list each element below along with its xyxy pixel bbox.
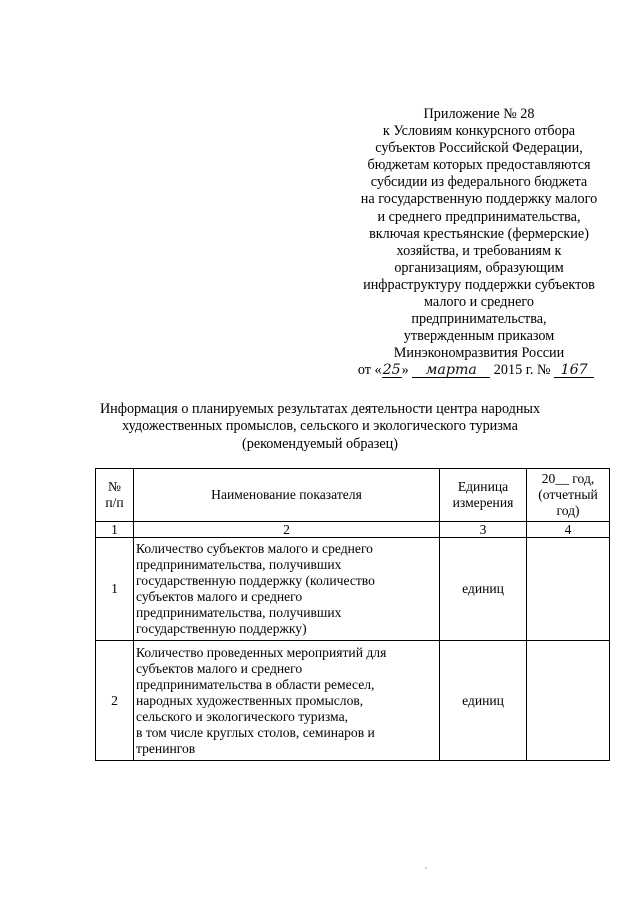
appendix-header — [340, 106, 618, 380]
column-index: 1 — [96, 522, 134, 538]
appendix-line: хозяйства, и требованиям к — [396, 242, 562, 259]
appendix-line: субъектов Российской Федерации, — [375, 140, 583, 157]
column-index-row — [96, 522, 610, 538]
order-mid: » — [401, 362, 409, 379]
scan-speck — [425, 867, 427, 869]
appendix-line: организациям, образующим — [394, 259, 564, 276]
column-index: 3 — [440, 522, 527, 538]
order-year: 2015 г. № — [493, 362, 551, 379]
table-row — [96, 538, 610, 641]
document-title — [60, 401, 580, 453]
appendix-line: малого и среднего — [424, 294, 534, 311]
column-index: 2 — [134, 522, 440, 538]
header-unit: Единица измерения — [440, 469, 527, 522]
column-index: 4 — [527, 522, 610, 538]
order-month-handwritten: марта — [412, 363, 490, 378]
appendix-line: включая крестьянские (фермерские) — [369, 225, 589, 242]
row-number: 1 — [96, 538, 134, 641]
indicators-table — [95, 468, 610, 761]
indicator-name: Количество субъектов малого и среднего предпринимательства, получивших государственную поддержку (количество субъектов малого и среднего предпринимательства, получивших государственную поддержку) — [134, 538, 440, 641]
appendix-line: и среднего предпринимательства, — [377, 208, 581, 225]
header-year: 20__ год, (отчетный год) — [527, 469, 610, 522]
indicator-unit: единиц — [440, 538, 527, 641]
appendix-line: предпринимательства, — [411, 311, 547, 328]
appendix-line: бюджетам которых предоставляются — [367, 157, 591, 174]
order-prefix: от « — [357, 362, 382, 379]
header-indicator-name: Наименование показателя — [134, 469, 440, 522]
appendix-line: на государственную поддержку малого — [360, 191, 598, 208]
indicator-value — [527, 538, 610, 641]
title-line: (рекомендуемый образец) — [242, 435, 398, 452]
row-number: 2 — [96, 641, 134, 761]
indicator-name: Количество проведенных мероприятий для субъектов малого и среднего предпринимательства в области ремесел, народных художественных промыслов, сельского и экологического туризма, в том числе круглых столов, семинаров и тренингов — [134, 641, 440, 761]
indicator-unit: единиц — [440, 641, 527, 761]
title-line: художественных промыслов, сельского и экологического туризма — [122, 418, 518, 435]
appendix-line: инфраструктуру поддержки субъектов — [363, 276, 595, 293]
indicator-value — [527, 641, 610, 761]
appendix-line: субсидии из федерального бюджета — [370, 174, 588, 191]
appendix-line: утвержденным приказом — [403, 328, 555, 345]
order-date-line — [334, 362, 618, 379]
order-number-handwritten: 167 — [554, 363, 594, 378]
header-num: № п/п — [96, 469, 134, 522]
appendix-line: к Условиям конкурсного отбора — [382, 123, 576, 140]
order-day-handwritten: 25 — [382, 362, 401, 379]
table-row — [96, 641, 610, 761]
title-line: Информация о планируемых результатах деятельности центра народных — [99, 401, 541, 417]
appendix-line: Приложение № 28 — [423, 106, 535, 122]
appendix-line: Минэкономразвития России — [393, 345, 565, 362]
table-header-row — [96, 469, 610, 522]
